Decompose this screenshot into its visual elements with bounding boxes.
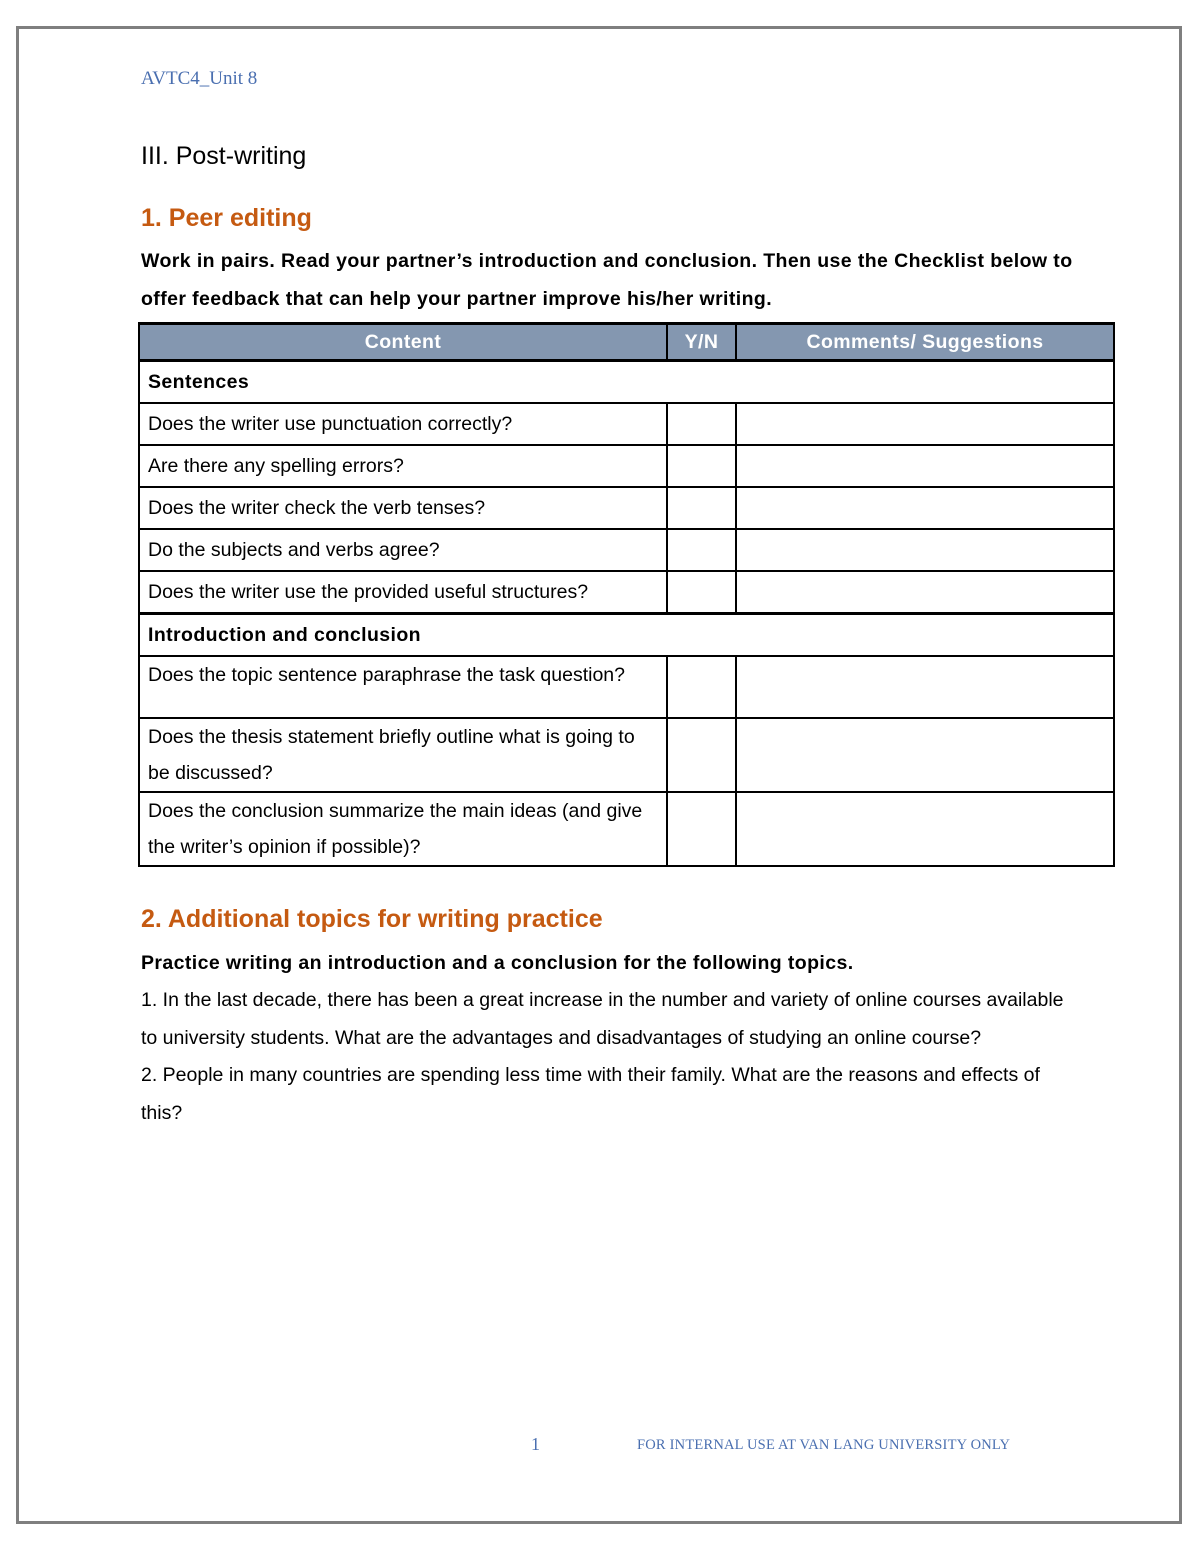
document-code: AVTC4_Unit 8	[141, 68, 258, 89]
checklist-question: Does the writer use punctuation correctly?	[139, 403, 667, 445]
checklist-group-row	[139, 361, 1114, 404]
comments-cell[interactable]	[736, 792, 1114, 866]
checklist-header-row	[139, 324, 1114, 361]
group-title-introduction-conclusion: Introduction and conclusion	[139, 614, 1114, 657]
yn-cell[interactable]	[667, 487, 736, 529]
peer-editing-checklist	[138, 322, 1115, 867]
checklist-row	[139, 403, 1114, 445]
column-header-comments: Comments/ Suggestions	[736, 324, 1114, 361]
yn-cell[interactable]	[667, 445, 736, 487]
checklist-row	[139, 792, 1114, 866]
column-header-yn: Y/N	[667, 324, 736, 361]
comments-cell[interactable]	[736, 445, 1114, 487]
yn-cell[interactable]	[667, 571, 736, 614]
checklist-row	[139, 656, 1114, 718]
checklist-group-row	[139, 614, 1114, 657]
comments-cell[interactable]	[736, 656, 1114, 718]
additional-topics-instruction: Practice writing an introduction and a conclusion for the following topics.	[141, 952, 854, 974]
checklist-question: Does the topic sentence paraphrase the task question?	[139, 656, 667, 718]
column-header-content: Content	[139, 324, 667, 361]
peer-editing-heading: 1. Peer editing	[141, 204, 312, 232]
yn-cell[interactable]	[667, 656, 736, 718]
yn-cell[interactable]	[667, 792, 736, 866]
checklist-row	[139, 718, 1114, 792]
checklist-question: Does the conclusion summarize the main ideas (and give the writer’s opinion if possible)?	[139, 792, 667, 866]
checklist-question: Does the thesis statement briefly outline what is going to be discussed?	[139, 718, 667, 792]
yn-cell[interactable]	[667, 403, 736, 445]
checklist-row	[139, 529, 1114, 571]
comments-cell[interactable]	[736, 571, 1114, 614]
checklist-row	[139, 571, 1114, 614]
comments-cell[interactable]	[736, 529, 1114, 571]
comments-cell[interactable]	[736, 403, 1114, 445]
topic-item: 2. People in many countries are spending less time with their family. What are the reasons and effects of this?	[141, 1064, 1040, 1124]
checklist-row	[139, 487, 1114, 529]
yn-cell[interactable]	[667, 529, 736, 571]
checklist-question: Are there any spelling errors?	[139, 445, 667, 487]
page-number: 1	[531, 1434, 540, 1454]
peer-editing-instruction: Work in pairs. Read your partner’s introduction and conclusion. Then use the Checklist below to offer feedback that can help your partner improve his/her writing.	[141, 250, 1073, 310]
group-title-sentences: Sentences	[139, 361, 1114, 404]
yn-cell[interactable]	[667, 718, 736, 792]
checklist-question: Does the writer use the provided useful structures?	[139, 571, 667, 614]
checklist-question: Do the subjects and verbs agree?	[139, 529, 667, 571]
footer-note: FOR INTERNAL USE AT VAN LANG UNIVERSITY ONLY	[637, 1437, 1011, 1453]
additional-topics-heading: 2. Additional topics for writing practice	[141, 905, 603, 933]
topic-item: 1. In the last decade, there has been a great increase in the number and variety of online courses available to university students. What are the advantages and disadvantages of studying an online course?	[141, 989, 1064, 1049]
comments-cell[interactable]	[736, 487, 1114, 529]
comments-cell[interactable]	[736, 718, 1114, 792]
checklist-question: Does the writer check the verb tenses?	[139, 487, 667, 529]
topics-list	[141, 982, 1071, 1132]
checklist-row	[139, 445, 1114, 487]
section-title: III. Post-writing	[141, 142, 307, 170]
